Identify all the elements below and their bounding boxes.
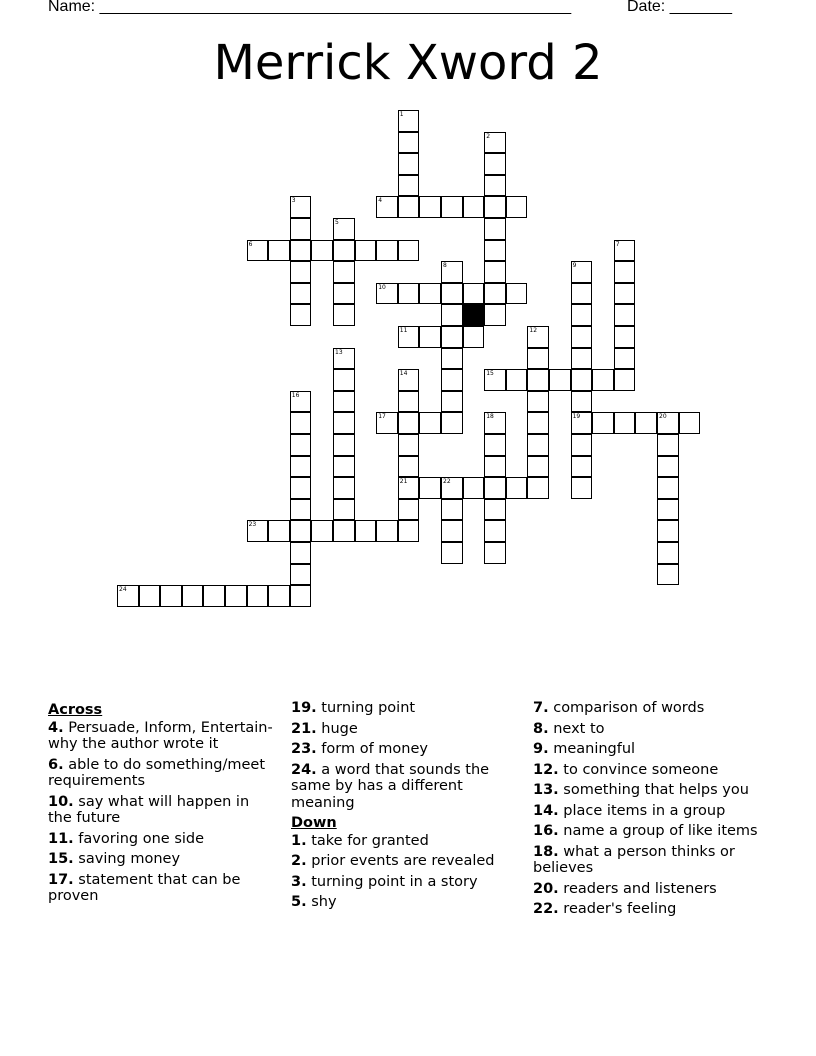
clue-text: huge	[321, 720, 358, 737]
clue-text: form of money	[321, 741, 428, 757]
clue-number: 21.	[291, 720, 317, 737]
grid-cell[interactable]	[614, 412, 636, 434]
grid-cell[interactable]	[571, 283, 593, 305]
grid-cell[interactable]	[290, 499, 312, 521]
grid-cell[interactable]	[290, 564, 312, 586]
clue-number: 5.	[291, 894, 307, 910]
grid-cell[interactable]	[290, 391, 312, 413]
grid-cell[interactable]	[160, 585, 182, 607]
clue-number: 19.	[291, 700, 317, 716]
grid-cell[interactable]	[268, 585, 290, 607]
down-clue	[533, 762, 759, 779]
cell-number: 7	[615, 240, 620, 248]
grid-cell[interactable]	[419, 196, 441, 218]
across-clue	[291, 762, 517, 812]
grid-cell[interactable]	[592, 412, 614, 434]
grid-cell[interactable]	[614, 304, 636, 326]
grid-cell[interactable]	[484, 132, 506, 154]
down-clue	[533, 803, 759, 820]
grid-cell[interactable]	[484, 477, 506, 499]
cell-number: 9	[572, 262, 577, 270]
grid-cell[interactable]	[527, 369, 549, 391]
grid-cell[interactable]	[333, 391, 355, 413]
grid-cell[interactable]	[614, 240, 636, 262]
grid-cell[interactable]	[571, 261, 593, 283]
grid-cell[interactable]	[484, 434, 506, 456]
cell-number: 3	[291, 197, 296, 205]
clue-number: 1.	[291, 832, 307, 849]
grid-cell[interactable]	[441, 499, 463, 521]
grid-cell[interactable]	[398, 369, 420, 391]
cell-number: 10	[378, 283, 386, 291]
date-field[interactable]: Date: _______	[627, 0, 732, 15]
grid-cell[interactable]	[506, 283, 528, 305]
clue-text: able to do something/meet requirements	[48, 756, 266, 789]
across-clue	[48, 794, 274, 827]
grid-cell[interactable]	[614, 326, 636, 348]
grid-cell[interactable]	[527, 348, 549, 370]
grid-cell[interactable]	[527, 412, 549, 434]
grid-cell[interactable]	[290, 477, 312, 499]
across-clue	[291, 700, 517, 717]
clue-text: a word that sounds the same by has a different meaning	[291, 761, 490, 811]
grid-cell[interactable]	[527, 456, 549, 478]
grid-cell[interactable]	[484, 218, 506, 240]
clue-number: 22.	[533, 901, 559, 917]
grid-cell[interactable]	[484, 261, 506, 283]
cell-number: 17	[378, 413, 386, 421]
grid-cell[interactable]	[441, 326, 463, 348]
black-cell	[463, 304, 485, 326]
grid-cell[interactable]	[376, 196, 398, 218]
across-clue	[48, 851, 274, 868]
clue-text: turning point	[321, 700, 416, 716]
clue-number: 6.	[48, 756, 64, 773]
grid-cell[interactable]	[290, 585, 312, 607]
grid-cell[interactable]	[182, 585, 204, 607]
grid-cell[interactable]	[398, 240, 420, 262]
grid-cell[interactable]	[614, 261, 636, 283]
clue-number: 20.	[533, 880, 559, 897]
grid-cell[interactable]	[484, 196, 506, 218]
cell-number: 20	[659, 413, 667, 421]
clue-number: 23.	[291, 741, 317, 757]
grid-cell[interactable]	[247, 520, 269, 542]
grid-cell[interactable]	[355, 520, 377, 542]
grid-cell[interactable]	[398, 175, 420, 197]
clue-text: take for granted	[311, 832, 429, 849]
grid-cell[interactable]	[398, 456, 420, 478]
grid-cell[interactable]	[463, 477, 485, 499]
grid-cell[interactable]	[311, 240, 333, 262]
grid-cell[interactable]	[139, 585, 161, 607]
grid-cell[interactable]	[398, 520, 420, 542]
cell-number: 24	[119, 586, 127, 594]
clue-text: comparison of words	[553, 700, 705, 716]
grid-cell[interactable]	[463, 326, 485, 348]
grid-cell[interactable]	[398, 412, 420, 434]
grid-cell[interactable]	[441, 283, 463, 305]
clue-text: something that helps you	[563, 782, 749, 798]
grid-cell[interactable]	[333, 434, 355, 456]
cell-number: 1	[399, 111, 404, 118]
grid-cell[interactable]	[484, 304, 506, 326]
name-field[interactable]: Name: _____________________________________________________	[48, 0, 572, 15]
grid-cell[interactable]	[203, 585, 225, 607]
grid-cell[interactable]	[571, 348, 593, 370]
grid-cell[interactable]	[290, 456, 312, 478]
grid-cell[interactable]	[333, 348, 355, 370]
clue-text: statement that can be proven	[48, 871, 241, 904]
grid-cell[interactable]	[484, 456, 506, 478]
clue-column-2	[291, 700, 517, 915]
clue-text: name a group of like items	[563, 823, 758, 839]
grid-cell[interactable]	[527, 391, 549, 413]
grid-cell[interactable]	[376, 283, 398, 305]
clue-number: 4.	[48, 719, 64, 736]
clue-text: favoring one side	[78, 830, 205, 847]
grid-cell[interactable]	[419, 326, 441, 348]
grid-cell[interactable]	[419, 477, 441, 499]
down-clue	[291, 874, 517, 891]
grid-cell[interactable]	[290, 218, 312, 240]
cell-number: 23	[248, 521, 257, 529]
grid-cell[interactable]	[657, 412, 679, 434]
grid-cell[interactable]	[290, 520, 312, 542]
grid-cell[interactable]	[247, 585, 269, 607]
grid-cell[interactable]	[635, 412, 657, 434]
across-heading: Across	[48, 702, 103, 718]
clue-number: 24.	[291, 761, 317, 778]
down-clue	[291, 894, 517, 911]
clue-number: 18.	[533, 843, 559, 860]
grid-cell[interactable]	[441, 542, 463, 564]
across-clue	[48, 831, 274, 848]
grid-cell[interactable]	[247, 240, 269, 262]
grid-cell[interactable]	[268, 520, 290, 542]
grid-cell[interactable]	[311, 520, 333, 542]
grid-cell[interactable]	[571, 391, 593, 413]
grid-cell[interactable]	[333, 412, 355, 434]
across-clue	[291, 741, 517, 758]
grid-cell[interactable]	[398, 132, 420, 154]
clue-column-1	[48, 700, 274, 909]
grid-cell[interactable]	[290, 412, 312, 434]
cell-number: 13	[335, 348, 343, 356]
grid-cell[interactable]	[571, 477, 593, 499]
clue-number: 14.	[533, 802, 559, 819]
grid-cell[interactable]	[398, 326, 420, 348]
grid-cell[interactable]	[333, 261, 355, 283]
grid-cell[interactable]	[527, 434, 549, 456]
grid-cell[interactable]	[441, 412, 463, 434]
cell-number: 12	[529, 327, 538, 334]
grid-cell[interactable]	[484, 153, 506, 175]
grid-cell[interactable]	[657, 477, 679, 499]
grid-cell[interactable]	[290, 261, 312, 283]
grid-cell[interactable]	[657, 434, 679, 456]
grid-cell[interactable]	[484, 412, 506, 434]
grid-cell[interactable]	[398, 196, 420, 218]
across-clue	[48, 872, 274, 905]
grid-cell[interactable]	[225, 585, 247, 607]
grid-cell[interactable]	[441, 348, 463, 370]
grid-cell[interactable]	[441, 477, 463, 499]
grid-cell[interactable]	[441, 196, 463, 218]
grid-cell[interactable]	[376, 412, 398, 434]
cell-number: 18	[486, 413, 494, 421]
clue-number: 8.	[533, 720, 549, 737]
down-clue	[533, 901, 759, 918]
cell-number: 14	[399, 370, 408, 378]
clue-number: 10.	[48, 793, 74, 810]
grid-cell[interactable]	[268, 240, 290, 262]
grid-cell[interactable]	[484, 175, 506, 197]
grid-cell[interactable]	[441, 520, 463, 542]
grid-cell[interactable]	[506, 477, 528, 499]
down-clue	[533, 741, 759, 758]
grid-cell[interactable]	[333, 456, 355, 478]
grid-cell[interactable]	[657, 499, 679, 521]
down-clue	[291, 853, 517, 870]
grid-cell[interactable]	[506, 369, 528, 391]
cell-number: 6	[248, 240, 253, 248]
grid-cell[interactable]	[398, 391, 420, 413]
grid-cell[interactable]	[484, 542, 506, 564]
grid-cell[interactable]	[333, 218, 355, 240]
grid-cell[interactable]	[614, 369, 636, 391]
clue-number: 16.	[533, 823, 559, 839]
grid-cell[interactable]	[398, 153, 420, 175]
cell-number: 2	[486, 132, 491, 140]
grid-cell[interactable]	[441, 304, 463, 326]
grid-cell[interactable]	[527, 326, 549, 348]
clue-number: 11.	[48, 830, 74, 847]
grid-cell[interactable]	[571, 326, 593, 348]
grid-cell[interactable]	[441, 391, 463, 413]
grid-cell[interactable]	[484, 240, 506, 262]
grid-cell[interactable]	[657, 542, 679, 564]
grid-cell[interactable]	[333, 369, 355, 391]
cell-number: 5	[335, 219, 339, 226]
grid-cell[interactable]	[592, 369, 614, 391]
clue-text: next to	[553, 720, 605, 737]
grid-cell[interactable]	[484, 369, 506, 391]
grid-cell[interactable]	[484, 499, 506, 521]
grid-cell[interactable]	[117, 585, 139, 607]
clue-text: reader's feeling	[563, 901, 677, 917]
grid-cell[interactable]	[419, 412, 441, 434]
grid-cell[interactable]	[333, 520, 355, 542]
clue-number: 15.	[48, 851, 74, 867]
clue-number: 9.	[533, 741, 549, 757]
grid-cell[interactable]	[290, 283, 312, 305]
grid-cell[interactable]	[398, 499, 420, 521]
clue-text: meaningful	[553, 741, 636, 757]
clue-text: what a person thinks or believes	[533, 843, 735, 876]
grid-cell[interactable]	[333, 499, 355, 521]
clue-text: to convince someone	[563, 761, 719, 778]
grid-cell[interactable]	[290, 196, 312, 218]
grid-cell[interactable]	[290, 304, 312, 326]
across-clue	[48, 757, 274, 790]
grid-cell[interactable]	[398, 434, 420, 456]
grid-cell[interactable]	[333, 304, 355, 326]
cell-number: 4	[378, 197, 383, 205]
down-clue	[533, 823, 759, 840]
cell-number: 8	[443, 262, 447, 270]
down-clue	[533, 700, 759, 717]
clue-text: prior events are revealed	[311, 853, 495, 869]
grid-cell[interactable]	[506, 196, 528, 218]
cell-number: 19	[572, 413, 581, 421]
cell-number: 22	[443, 478, 451, 486]
grid-cell[interactable]	[484, 283, 506, 305]
grid-cell[interactable]	[355, 240, 377, 262]
cell-number: 16	[291, 391, 300, 399]
clue-text: saving money	[78, 851, 181, 867]
cell-number: 21	[399, 478, 408, 486]
grid-cell[interactable]	[333, 240, 355, 262]
clue-text: shy	[311, 894, 337, 910]
down-clue	[533, 782, 759, 799]
grid-cell[interactable]	[571, 412, 593, 434]
clue-text: readers and listeners	[563, 880, 717, 897]
grid-cell[interactable]	[441, 369, 463, 391]
grid-cell[interactable]	[657, 520, 679, 542]
page-title: Merrick Xword 2	[213, 35, 603, 91]
grid-cell[interactable]	[376, 240, 398, 262]
grid-cell[interactable]	[463, 283, 485, 305]
grid-cell[interactable]	[376, 520, 398, 542]
clue-number: 17.	[48, 871, 74, 888]
clue-text: say what will happen in the future	[48, 793, 250, 826]
grid-cell[interactable]	[441, 261, 463, 283]
clue-number: 3.	[291, 873, 307, 890]
grid-cell[interactable]	[571, 434, 593, 456]
clue-text: place items in a group	[563, 802, 726, 819]
across-clue	[48, 720, 274, 753]
grid-cell[interactable]	[657, 456, 679, 478]
grid-cell[interactable]	[549, 369, 571, 391]
grid-cell[interactable]	[657, 564, 679, 586]
cell-number: 15	[486, 370, 494, 378]
grid-cell[interactable]	[484, 520, 506, 542]
grid-cell[interactable]	[679, 412, 701, 434]
clue-number: 2.	[291, 853, 307, 869]
grid-cell[interactable]	[398, 477, 420, 499]
grid-cell[interactable]	[398, 110, 420, 132]
grid-cell[interactable]	[290, 434, 312, 456]
grid-cell[interactable]	[527, 477, 549, 499]
down-clue	[533, 881, 759, 898]
grid-cell[interactable]	[571, 369, 593, 391]
grid-cell[interactable]	[333, 477, 355, 499]
grid-cell[interactable]	[290, 240, 312, 262]
clue-text: turning point in a story	[311, 873, 478, 890]
grid-cell[interactable]	[571, 456, 593, 478]
down-clue	[533, 721, 759, 738]
grid-cell[interactable]	[290, 542, 312, 564]
clue-text: Persuade, Inform, Entertain-why the author wrote it	[48, 719, 273, 752]
grid-cell[interactable]	[463, 196, 485, 218]
grid-cell[interactable]	[333, 283, 355, 305]
down-heading: Down	[291, 815, 337, 831]
down-clue	[291, 833, 517, 850]
clue-number: 12.	[533, 761, 559, 778]
across-clue	[291, 721, 517, 738]
clue-column-3	[533, 700, 759, 922]
grid-cell[interactable]	[398, 283, 420, 305]
clue-number: 7.	[533, 700, 549, 716]
grid-cell[interactable]	[571, 304, 593, 326]
down-clue	[533, 844, 759, 877]
grid-cell[interactable]	[419, 283, 441, 305]
clue-number: 13.	[533, 782, 559, 798]
grid-cell[interactable]	[614, 283, 636, 305]
grid-cell[interactable]	[614, 348, 636, 370]
cell-number: 11	[399, 327, 408, 334]
